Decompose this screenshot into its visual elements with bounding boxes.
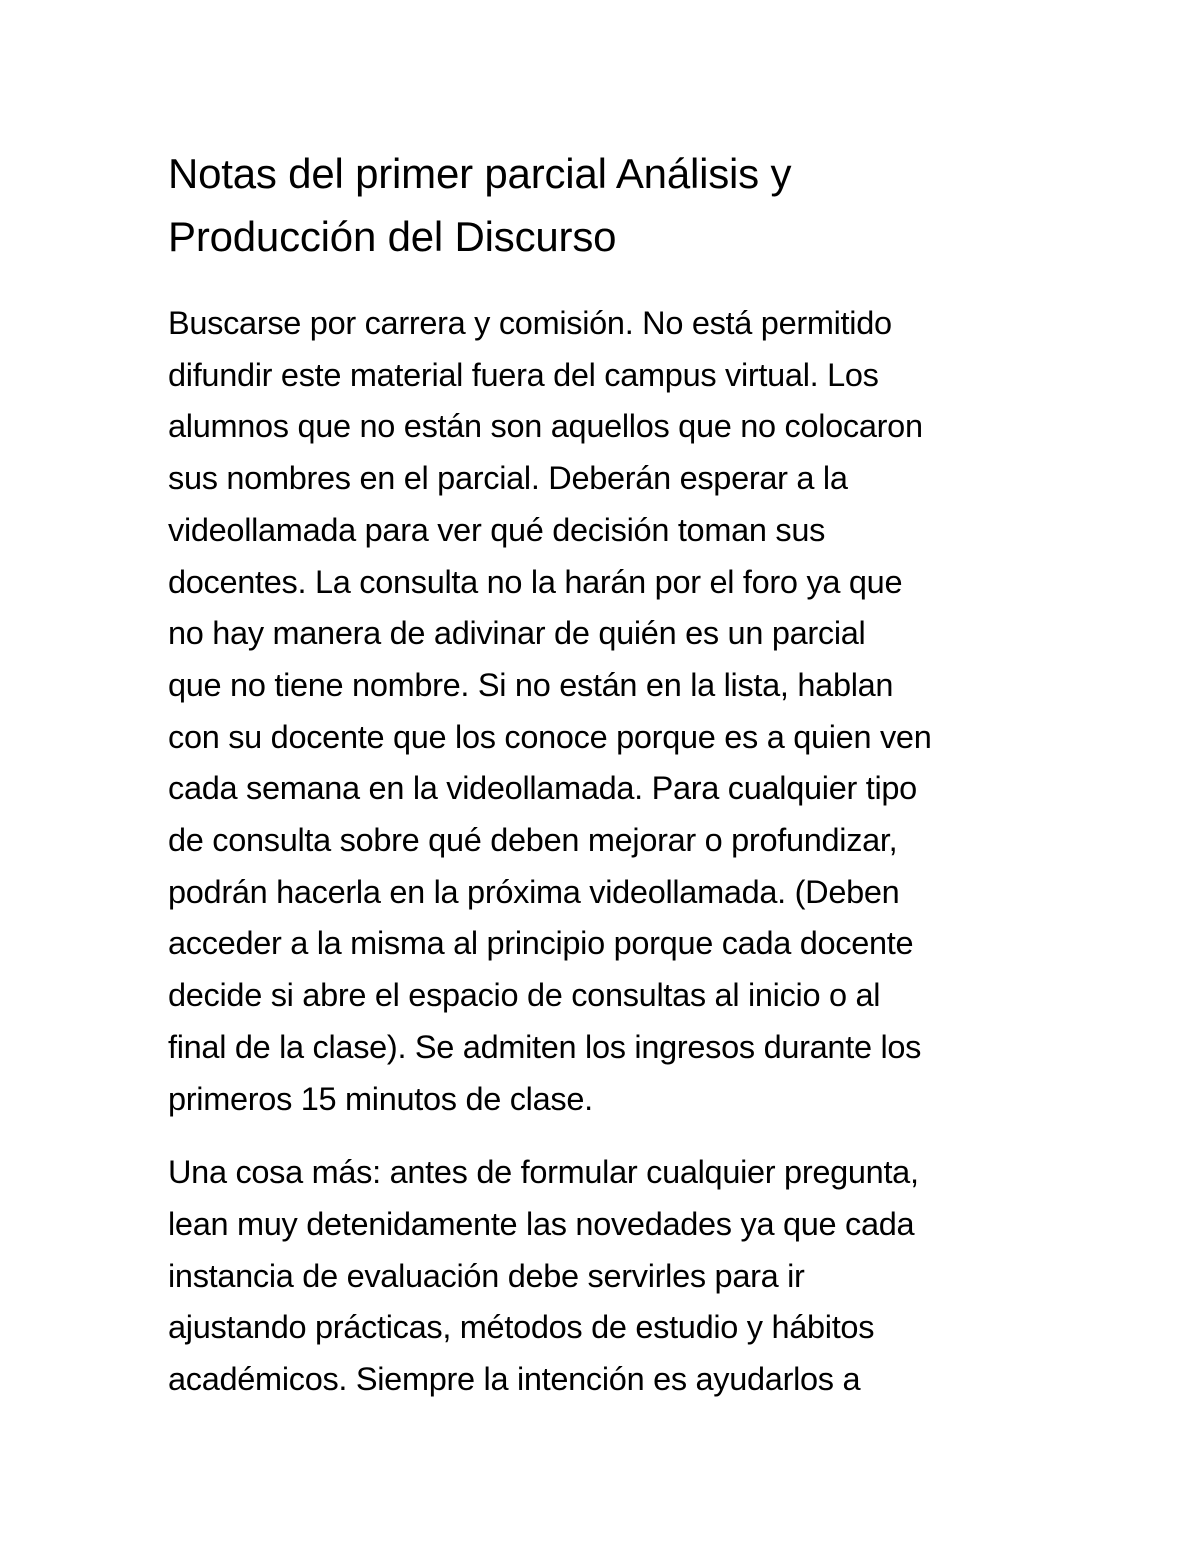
paragraph-line: de consulta sobre qué deben mejorar o profundizar, (168, 822, 898, 859)
paragraph-line: instancia de evaluación debe servirles para ir (168, 1257, 805, 1294)
body-paragraph-advice (168, 1147, 1048, 1406)
paragraph-line: cada semana en la videollamada. Para cualquier tipo (168, 770, 917, 807)
document-content (168, 142, 1048, 1406)
paragraph-line: final de la clase). Se admiten los ingresos durante los (168, 1028, 922, 1065)
paragraph-line: Buscarse por carrera y comisión. No está permitido (168, 305, 892, 341)
document-title-line: Notas del primer parcial Análisis y (168, 150, 792, 197)
paragraph-line: lean muy detenidamente las novedades ya que cada (168, 1205, 915, 1242)
paragraph-line: difundir este material fuera del campus virtual. Los (168, 356, 879, 393)
document-title (168, 142, 1048, 268)
paragraph-line: que no tiene nombre. Si no están en la lista, hablan (168, 666, 894, 703)
paragraph-line: con su docente que los conoce porque es a quien ven (168, 718, 932, 755)
paragraph-line: decide si abre el espacio de consultas al inicio o al (168, 977, 881, 1014)
paragraph-line: ajustando prácticas, métodos de estudio y hábitos (168, 1309, 875, 1346)
paragraph-line: alumnos que no están son aquellos que no colocaron (168, 408, 923, 445)
paragraph-line: académicos. Siempre la intención es ayudarlos a (168, 1361, 861, 1398)
paragraph-line: Una cosa más: antes de formular cualquier pregunta, (168, 1154, 919, 1191)
paragraph-line: sus nombres en el parcial. Deberán esperar a la (168, 460, 848, 497)
paragraph-line: no hay manera de adivinar de quién es un parcial (168, 615, 866, 652)
paragraph-line: docentes. La consulta no la harán por el foro ya que (168, 563, 903, 600)
paragraph-line: podrán hacerla en la próxima videollamada. (Deben (168, 873, 900, 910)
paragraph-line: acceder a la misma al principio porque cada docente (168, 925, 914, 962)
body-paragraph-instructions (168, 298, 1048, 1125)
paragraph-line: videollamada para ver qué decisión toman sus (168, 511, 826, 548)
paragraph-line: primeros 15 minutos de clase. (168, 1080, 593, 1117)
document-title-line: Producción del Discurso (168, 213, 617, 260)
